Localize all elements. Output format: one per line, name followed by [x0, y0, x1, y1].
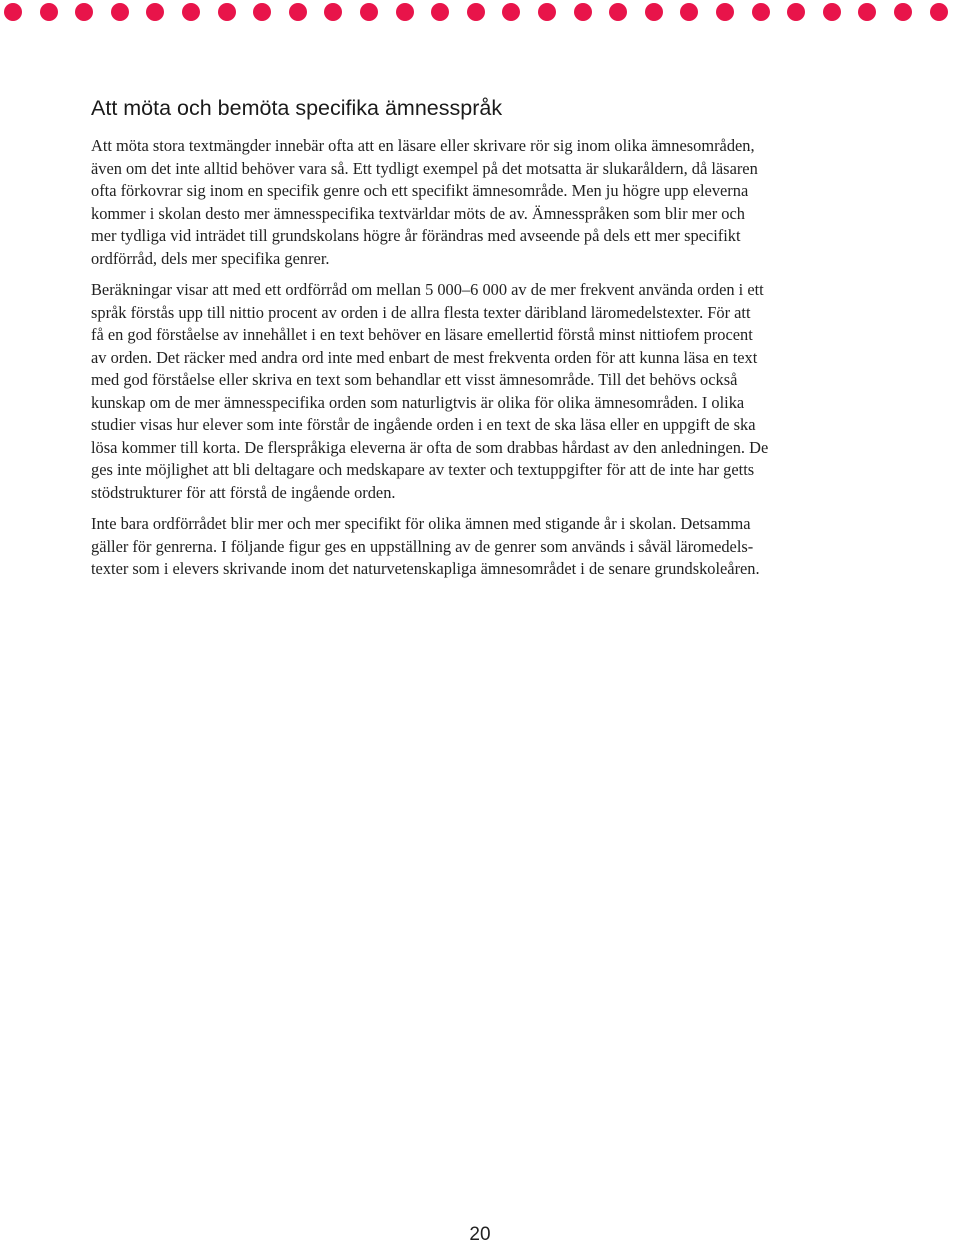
border-dot-icon: [289, 3, 307, 21]
border-dot-icon: [894, 3, 912, 21]
border-dot-icon: [538, 3, 556, 21]
paragraph: [91, 135, 871, 270]
border-dot-icon: [716, 3, 734, 21]
text-line: Att möta stora textmängder innebär ofta att en läsare eller skrivare rör sig inom olika ämnesområden,: [91, 136, 755, 155]
border-dot-icon: [182, 3, 200, 21]
text-line: ges inte möjlighet att bli deltagare och medskapare av texter och textuppgifter för att de inte har getts: [91, 460, 755, 479]
text-line: även om det inte alltid behöver vara så. Ett tydligt exempel på det motsatta är slukaråldern, då läsaren: [91, 158, 758, 178]
section-heading: Att möta och bemöta specifika ämnesspråk: [91, 96, 503, 120]
border-dot-icon: [858, 3, 876, 21]
border-dot-icon: [146, 3, 164, 21]
text-line: mer tydliga vid inträdet till grundskolans högre år förändras med avseende på dels ett mer specifikt: [91, 226, 741, 245]
border-dot-icon: [752, 3, 770, 21]
border-dot-icon: [823, 3, 841, 21]
border-dot-icon: [396, 3, 414, 21]
border-dot-icon: [324, 3, 342, 21]
text-line: gäller för genrerna. I följande figur ges en uppställning av de genrer som används i såväl läromedels-: [91, 536, 754, 556]
text-line: Beräkningar visar att med ett ordförråd om mellan 5 000–6 000 av de mer frekvent använda orden i ett: [91, 280, 764, 299]
border-dot-icon: [218, 3, 236, 21]
border-dot-icon: [467, 3, 485, 21]
border-dot-icon: [645, 3, 663, 21]
text-line: kunskap om de mer ämnesspecifika orden som naturligtvis är olika för olika ämnesområden. I olika: [91, 392, 745, 412]
text-line: med god förståelse eller skriva en text som behandlar ett visst ämnesområde. Till det behövs också: [91, 370, 738, 389]
border-dot-icon: [502, 3, 520, 21]
text-line: lösa kommer till korta. De flerspråkiga eleverna är ofta de som drabbas hårdast av den anledningen. De: [91, 437, 769, 457]
paragraph: [91, 513, 871, 581]
border-dot-icon: [111, 3, 129, 21]
text-line: ofta förkovrar sig inom en specifik genre och ett specifikt ämnesområde. Men ju högre upp eleverna: [91, 181, 749, 200]
border-dot-icon: [40, 3, 58, 21]
text-line: kommer i skolan desto mer ämnesspecifika textvärldar möts de av. Ämnesspråken som blir mer och: [91, 203, 745, 223]
border-dot-icon: [431, 3, 449, 21]
page-number: 20: [469, 1224, 491, 1245]
border-dot-icon: [930, 3, 948, 21]
text-line: studier visas hur elever som inte förstår de ingående orden i en text de ska läsa eller en uppgift de ska: [91, 415, 756, 434]
border-dot-icon: [574, 3, 592, 21]
border-dot-icon: [360, 3, 378, 21]
body-text: [91, 135, 871, 581]
border-dot-icon: [75, 3, 93, 21]
text-line: Inte bara ordförrådet blir mer och mer specifikt för olika ämnen med stigande år i skolan. Detsamma: [91, 514, 751, 533]
text-line: stödstrukturer för att förstå de ingående orden.: [91, 482, 396, 502]
text-line: språk förstås upp till nittio procent av orden i de allra flesta texter däribland läromedelstexter. För att: [91, 302, 751, 322]
border-dot-icon: [680, 3, 698, 21]
main-content: [91, 93, 871, 590]
paragraph: [91, 279, 871, 504]
dot-border-icon: [0, 3, 960, 21]
border-dot-icon: [253, 3, 271, 21]
text-line: av orden. Det räcker med andra ord inte med enbart de mest frekventa orden för att kunna läsa en text: [91, 347, 758, 367]
text-line: få en god förståelse av innehållet i en text behöver en läsare emellertid förstå minst nittiofem procent: [91, 325, 753, 344]
text-line: ordförråd, dels mer specifika genrer.: [91, 248, 330, 268]
border-dot-icon: [609, 3, 627, 21]
text-line: texter som i elevers skrivande inom det naturvetenskapliga ämnesområdet i de senare grundskoleåren.: [91, 559, 760, 578]
border-dot-icon: [787, 3, 805, 21]
border-dot-icon: [4, 3, 22, 21]
